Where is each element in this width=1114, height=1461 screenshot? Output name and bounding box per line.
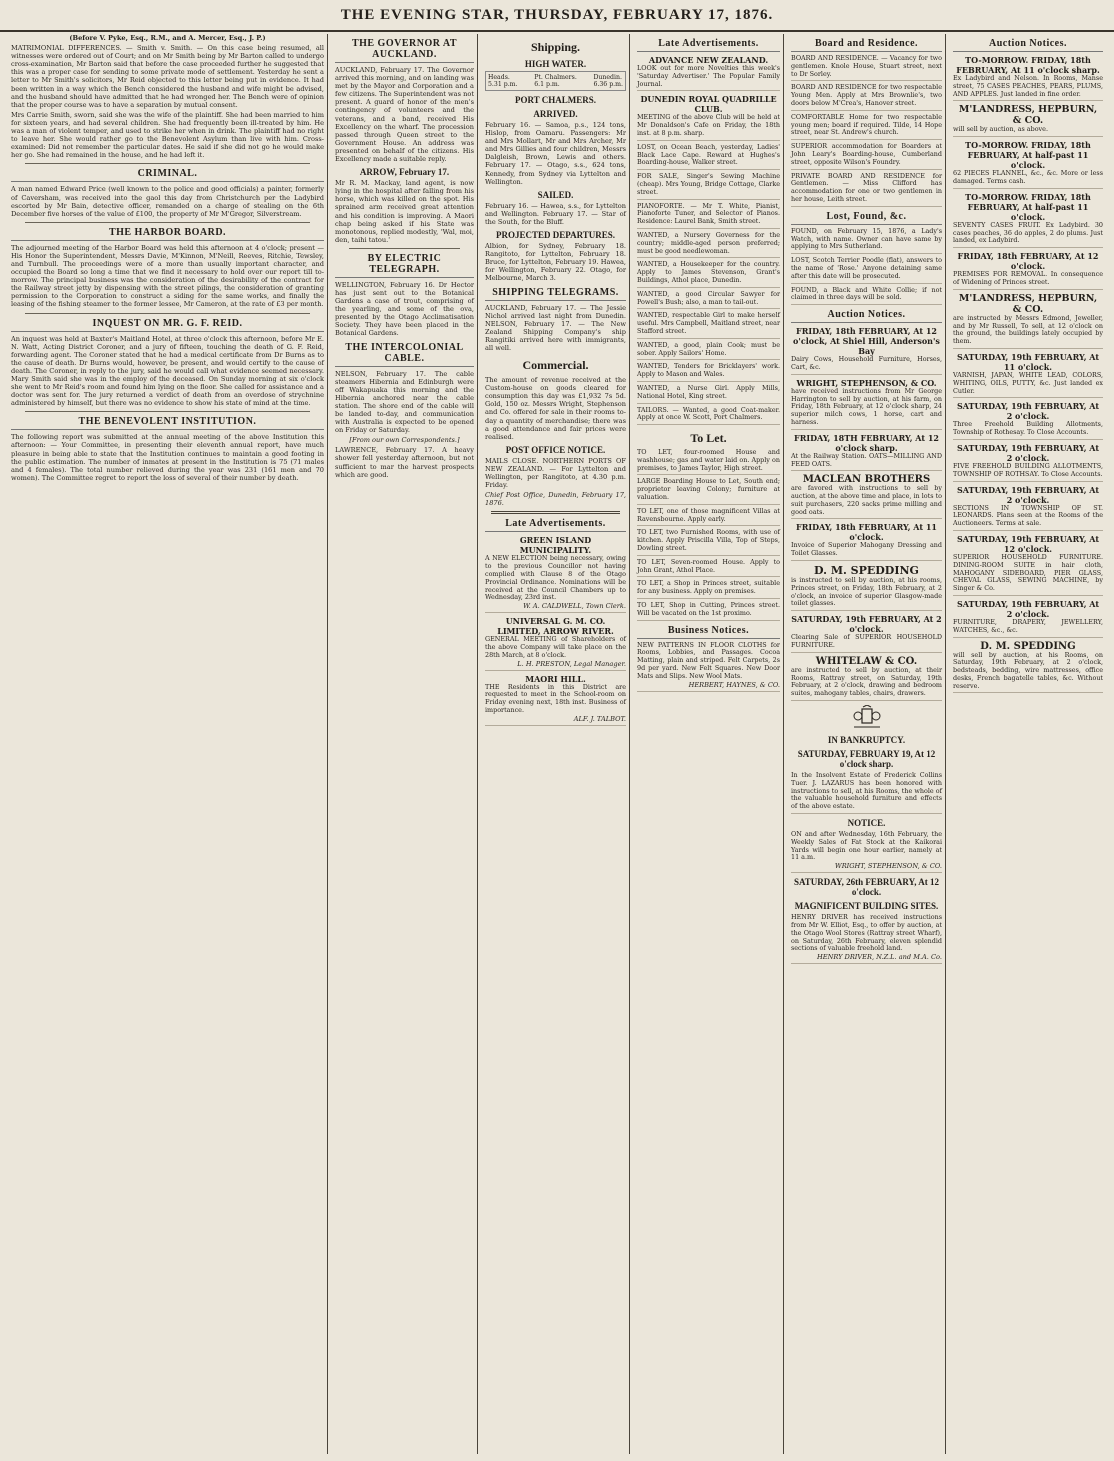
telegraph-article: WELLINGTON, February 16. Dr Hector has just sent out to the Botanical Gardens a case of trout, comprising of the yearling, and some of the ova, presented by the Otago Acclimatisation Society. They have been placed in the Botanical Gardens. [335, 280, 474, 338]
projected-heading: PROJECTED DEPARTURES. [495, 230, 616, 241]
auction-ad: SATURDAY, 19th FEBRUARY, At 11 o'clock. VARNISH, JAPAN, WHITE LEAD, COLORS, WHITING, OILS, PUTTY, &c. Just landed ex Cutler. [953, 352, 1103, 398]
driver-ad: HENRY DRIVER has received instructions from Mr W. Elliot, Esq., to offer by auction, at the Otago Wool Stores (Rattray street Wharf), on Saturday, 26th February, eleven splendid sections of valuable freehold land. HENRY DRIVER, N.Z.L. and M.A. Co. [791, 914, 942, 964]
auction-ad: TO-MORROW. FRIDAY, 18th FEBRUARY, At half-past 11 o'clock. 62 PIECES FLANNEL, &c., &c. More or less damaged. Terms cash. [953, 140, 1103, 189]
royal-crest-icon [850, 705, 884, 731]
lost-found-ad: LOST, Scotch Terrier Poodle (flat), answers to the name of 'Rose.' Anyone detaining same after this date will be prosecuted. [791, 257, 942, 283]
to-let-ad: TO LET, a Shop in Princes street, suitable for any business. Apply on premises. [637, 580, 780, 599]
board-ad: SUPERIOR accommodation for Boarders at John Leary's Boarding-house, Cumberland street, opposite Wilson's Foundry. [791, 143, 942, 169]
classified-ad: PIANOFORTE. — Mr T. White, Pianist, Pianoforte Tuner, and Selector of Pianos. Residence: Laurel Bank, Smith street. [637, 203, 780, 229]
column-auctions [950, 34, 1106, 1454]
masthead [0, 0, 1114, 32]
auction-ad: SATURDAY, 19th FEBRUARY, At 2 o'clock. FIVE FREEHOLD BUILDING ALLOTMENTS, TOWNSHIP OF ROTHSAY. To Close Accounts. [953, 443, 1103, 482]
sailed-heading: SAILED. [537, 189, 574, 200]
high-water-table [485, 71, 626, 91]
arrived-heading: ARRIVED. [533, 109, 578, 119]
green-island-ad: GREEN ISLAND MUNICIPALITY. A NEW ELECTION being necessary, owing to the previous Councillor not having complied with Clause 8 of the Otago Provincial Ordinance. Nominations will be received at the Council Chambers up to Wednesday, 23rd inst. W. A. CALDWELL, Town Clerk. [485, 535, 626, 613]
bankruptcy-ad: In the Insolvent Estate of Frederick Collins Tuer. J. LAZARUS has been honored with instructions to sell, at his Rooms, the whole of the valuable household furniture and effects of the above estate. [791, 772, 942, 814]
benevolent-article: The following report was submitted at the annual meeting of the above Institution this afternoon: — Your Committee, in presenting their eleventh annual report, have much pleasure in being able to state that the Institution continues to maintain a good footing in the public estimation. The number of inmates at present in the Institution is 75 (71 males and 4 females). The total number relieved during the year was 231 (161 men and 70 women). The Committee regret to report the loss of several of their number by death. [11, 433, 324, 482]
bankruptcy-heading: IN BANKRUPTCY. [827, 735, 906, 746]
high-water-cell: Pt. Chalmers. 6.1 p.m. [534, 74, 577, 88]
maori-hill-ad: MAORI HILL. THE Residents in this District are requested to meet in the School-room on Friday evening next, 18th inst. Business of importance. ALF. J. TALBOT. [485, 674, 626, 726]
harbor-board-heading: THE HARBOR BOARD. [11, 227, 324, 241]
notice-heading: NOTICE. [847, 818, 886, 829]
court-report: MATRIMONIAL DIFFERENCES. — Smith v. Smith. — On this case being resumed, all witnesses were ordered out of Court; and on Mr Smith being by Mr Barton called to undergo cross-examination, Mr Barton said that before the case proceeded further he suggested that this was a proper case for sending to some private mode of settlement. Yesterday he sent a letter to Mr Smith's solicitors, Mr Reid objected to this letter being put in evidence. It had been written in a way which the Bench considered the husband and wife might be advised, and the husband should have admitted that he had wronged her. The Bench were of opinion that the proper course was to have a separation by mutual consent. [11, 44, 324, 109]
auction-ad: D. M. SPEDDING is instructed to sell by auction, at his rooms, Princes street, on Friday, 18th February, at 2 o'clock, an invoice of superior Glasgow-made toilet glasses. [791, 564, 942, 611]
notice-ad: ON and after Wednesday, 16th February, the Weekly Sales of Fat Stock at the Kaikorai Yards will begin one hour earlier, namely at 11 a.m. WRIGHT, STEPHENSON, & CO. [791, 831, 942, 873]
port-heading: PORT CHALMERS. [514, 95, 597, 105]
auction-ad: SATURDAY, 19th FEBRUARY, At 2 o'clock. SECTIONS IN TOWNSHIP OF ST. LEONARDS. Plans seen at the Rooms of the Auctioneers. Terms at sale. [953, 485, 1103, 531]
classified-ad: WANTED, a good Circular Sawyer for Powell's Bush; also, a man to tail-out. [637, 291, 780, 310]
criminal-article: A man named Edward Price (well known to the police and good officials) a painter, formerly of Caversham, was received into the gaol this day from Christchurch per the Ladybird escorted by Mr Bain, detective officer, remanded on a charge of stealing on the 6th December five horses of the value of £100, the property of Mr M'Gregor, Silverstream. [11, 185, 324, 218]
board-heading: Board and Residence. [791, 38, 942, 52]
lost-found-ad: FOUND, on February 15, 1876, a Lady's Watch, with name. Owner can have same by applying to Mrs Sutherland. [791, 228, 942, 254]
auction-ad: M'LANDRESS, HEPBURN, & CO. are instructed by Messrs Edmond, Jeweller, and by Mr Russell, To sell, at 12 o'clock on the ground, the buildings lately occupied by them. [953, 293, 1103, 349]
auction-ad: SATURDAY, 19th FEBRUARY, At 2 o'clock. FURNITURE, DRAPERY, JEWELLERY, WATCHES, &c., &c. [953, 599, 1103, 638]
board-ad: BOARD AND RESIDENCE. — Vacancy for two gentlemen. Knole House, Stuart street, next to Dr Sorley. [791, 55, 942, 81]
commercial-heading: Commercial. [522, 358, 589, 373]
cable-article: NELSON, February 17. The cable steamers Hibernia and Edinburgh were off Wakapuaka this morning and the Hibernia anchored near the cable station. The shore end of the cable will be landed to-day, and communication with Australia is expected to be opened on Friday or Saturday. [335, 369, 474, 435]
arrow-heading: ARROW, February 17. [359, 167, 450, 178]
lost-found-heading: Lost, Found, &c. [791, 211, 942, 225]
harbor-board-article: The adjourned meeting of the Harbor Board was held this afternoon at 4 o'clock; present — His Honor the Superintendent, Messrs Davie, M'Kinnon, M'Neill, Reeves, Ritchie, Tewsley, and Turnbull. The proceedings were of a more than usually important character, and occupied the Board so long a time that we find it necessary to hold over our report till to-morrow. The principal business was the consideration of the desirability of the contract for the Railway street jetty by dispensing with the street pilings, the consideration of granting permission to the Corporation to construct a siding for the same works, and finally the leasing of the fishing steamer to the former lessee, Mr Cameron, at the rate of £3 per month. [11, 243, 324, 309]
board-ad: COMFORTABLE Home for two respectable young men; board if required. Tilde, 14 Hope street, near St. Andrew's church. [791, 114, 942, 140]
classified-ad: WANTED, a Nurse Girl. Apply Mills, National Hotel, King street. [637, 385, 780, 404]
court-evidence: Mrs Carrie Smith, sworn, said she was the wife of the plaintiff. She had been married to him for sixteen years, and had several children. She had frequently been ill-treated by him. He was a man of violent temper, and used to strike her when in drink. The plaintiff had no right to leave her. She would rather go to the Benevolent Asylum than live with him. Cross-examined: Did not remember the particular dates. He said if she did not go he would make her go. She had remained in the house, and he had left it. [11, 110, 324, 160]
post-office-heading: POST OFFICE NOTICE. [505, 444, 606, 455]
court-header: (Before V. Pyke, Esq., R.M., and A. Mercer, Esq., J. P.) [69, 34, 266, 42]
classified-ad: FOR SALE, Singer's Sewing Machine (cheap). Mrs Young, Bridge Cottage, Clarke street. [637, 173, 780, 199]
auction-ad: FRIDAY, 18th FEBRUARY, At 12 o'clock, At Shiel Hill, Anderson's Bay Dairy Cows, Household Furniture, Horses, Cart, &c. [791, 326, 942, 375]
classified-ad: LOST, on Ocean Beach, yesterday, Ladies' Black Lace Cape. Reward at Hughes's Boarding-house, Walker street. [637, 144, 780, 170]
classified-ad: ADVANCE NEW ZEALAND. LOOK out for more Novelties this week's 'Saturday Advertiser.' The Popular Family Journal. [637, 55, 780, 91]
inquest-article: An inquest was held at Baxter's Maitland Hotel, at three o'clock this afternoon, before Mr E. N. Watt, Acting District Coroner, and a jury of fifteen, touching the death of G. F. Reid, forwarding agent. The Coroner stated that he had a medical certificate from Dr Burns as to the cause of death. Dr Burns would, however, be present, and would certify to the cause of death. The Coroner, in reply to the jury, said he would call what evidence seemed necessary. Mary Smith said she was in the employ of the deceased. On Sunday morning at six o'clock she went to Mr Reid's room and found him lying on the floor. She called for assistance and a doctor was sent for. The jury returned a verdict of death from an overdose of strychnine administered by himself, but there was no evidence to show his state of mind at the time. [11, 334, 324, 408]
column-shipping [482, 34, 630, 1454]
universal-co-ad: UNIVERSAL G. M. CO. LIMITED, ARROW RIVER. GENERAL MEETING of Shareholders of the above Company will take place on the 28th March, at 8 o'clock. L. H. PRESTON, Legal Manager. [485, 616, 626, 670]
commercial-article: The amount of revenue received at the Custom-house on goods cleared for consumption this day was £1,932 7s 5d. Gold, 150 oz. Messrs Wright, Stephenson and Co. offered for sale in their rooms to-day a quantity of merchandise; there was a good attendance and fair prices were realised. [485, 376, 626, 441]
high-water-heading: HIGH WATER. [524, 59, 587, 69]
lost-found-ad: FOUND, a Black and White Collie; if not claimed in three days will be sold. [791, 287, 942, 306]
projected-list: Albion, for Sydney, February 18. Rangitoto, for Lyttelton, February 18. Bruce, for Lyttelton, February 19. Hawea, for Wellington, February 22. Otago, for Melbourne, March 3. [485, 242, 626, 283]
auction-ad: TO-MORROW. FRIDAY, 18th FEBRUARY, At 11 o'clock sharp. Ex Ladybird and Nelson. In Rooms, Manse street, 75 CASES PEACHES, PEARS, PLUMS, AND APPLES. Just landed in fine order. [953, 55, 1103, 101]
late-ads-heading: Late Advertisements. [637, 38, 780, 52]
to-let-ad: TO LET, one of those magnificent Villas at Ravensbourne. Apply early. [637, 508, 780, 527]
auction-ad: FRIDAY, 18th FEBRUARY, At 12 o'clock. PREMISES FOR REMOVAL. In consequence of Widening of Princes street. [953, 251, 1103, 290]
shipping-heading: Shipping. [530, 40, 581, 54]
high-water-cell: Dunedin. 6.36 p.m. [593, 74, 623, 88]
auction-ad: D. M. SPEDDING will sell by auction, at his Rooms, on Saturday, 19th February, at 2 o'clock, bedsteads, bedding, wire mattresses, office desks, French bagatelle tables, &c. Without reserve. [953, 641, 1103, 694]
business-heading: Business Notices. [637, 625, 780, 639]
late-ads-heading: Late Advertisements. [485, 518, 626, 532]
auction-ad: WRIGHT, STEPHENSON, & CO. have received instructions from Mr George Harrington to sell by auction, at his farm, on Friday, 18th February, at 12 o'clock sharp, 24 superior milch cows, 1 horse, cart and harness. [791, 378, 942, 430]
classified-ad: WANTED, a Nursery Governess for the country; middle-aged person preferred; must be good needlewoman. [637, 232, 780, 258]
arrived-list: February 16. — Samoa, p.s., 124 tons, Hislop, from Oamaru. Passengers: Mr and Mrs Mollart, Mr and Mrs Archer, Mr and Mrs Gillies and four children, Messrs Dalgleish, Brown, Lewis and others. February 17. — Otago, s.s., 624 tons, Kennedy, from Sydney via Lyttelton and Wellington. [485, 121, 626, 186]
to-let-ad: LARGE Boarding House to Let, South end; proprietor leaving Colony; furniture at valuation. [637, 478, 780, 504]
governor-heading: THE GOVERNOR AT AUCKLAND. [335, 38, 474, 63]
ads-list [637, 55, 780, 425]
classified-ad: WANTED, a Housekeeper for the country. Apply to James Stevenson, Grant's Buildings, Athol place, Dunedin. [637, 261, 780, 287]
classified-ad: WANTED, Tenders for Bricklayers' work. Apply to Mason and Wales. [637, 363, 780, 382]
benevolent-heading: THE BENEVOLENT INSTITUTION. [11, 416, 324, 430]
board-ad: PRIVATE BOARD AND RESIDENCE for Gentlemen. — Miss Clifford has accommodation for one or two gentlemen in her house, Leith street. [791, 173, 942, 207]
columns [8, 34, 1106, 1454]
auction-ad: TO-MORROW. FRIDAY, 18th FEBRUARY, At half-past 11 o'clock. SEVENTY CASES FRUIT. Ex Ladybird. 30 cases peaches, 36 do apples, 2 do plums. Just landed, ex Ladybird. [953, 192, 1103, 248]
shipping-telegrams: AUCKLAND, February 17. — The Jessie Nichol arrived last night from Dunedin. NELSON, February 17. — The New Zealand Shipping Company's ship Rangitiki arrived here with immigrants, all well. [485, 303, 626, 352]
auction-ad: MACLEAN BROTHERS are favored with instructions to sell by auction, at the above time and place, in lots to suit purchasers, 220 sacks prime milling and good oats. [791, 474, 942, 519]
auction-ad: FRIDAY, 18th FEBRUARY, At 11 o'clock. Invoice of Superior Mahogany Dressing and Toilet Glasses. [791, 522, 942, 561]
masthead-title: THE EVENING STAR, THURSDAY, FEBRUARY 17, 1876. [340, 6, 774, 23]
sailed-list: February 16. — Hawea, s.s., for Lyttelton and Wellington. February 17. — Star of the South, for the Bluff. [485, 201, 626, 226]
to-let-ad: TO LET, Shop in Cutting, Princes street. Will be vacated on the 1st proximo. [637, 602, 780, 621]
classified-ad: WANTED, a good, plain Cook; must be sober. Apply Sailors' Home. [637, 342, 780, 361]
column-board-auctions [788, 34, 946, 1454]
auction-ad: SATURDAY, 19th FEBRUARY, At 2 o'clock. Clearing Sale of SUPERIOR HOUSEHOLD FURNITURE. [791, 614, 942, 653]
auction-ad: FRIDAY, 18TH FEBRUARY, At 12 o'clock sharp. At the Railway Station. OATS—MILLING AND FEED OATS. [791, 433, 942, 472]
post-office-text: MAILS CLOSE. NORTHERN PORTS OF NEW ZEALAND. — For Lyttelton and Wellington, per Rangitoto, at 4.30 p.m. Friday. [485, 456, 626, 490]
auction-ad: SATURDAY, 19th FEBRUARY, At 2 o'clock. Three Freehold Building Allotments, Township of Rothesay. To Close Accounts. [953, 401, 1103, 440]
auction-ad: M'LANDRESS, HEPBURN, & CO. will sell by auction, as above. [953, 104, 1103, 137]
auction-ad: WHITELAW & CO. are instructed to sell by auction, at their Rooms, Rattray street, on Saturday, 19th February, at 2 o'clock, drawing and bedroom suites, mahogany tables, chairs, drawers. [791, 656, 942, 701]
correspondent-note: [From our own Correspondents.] [349, 436, 460, 445]
criminal-heading: CRIMINAL. [11, 168, 324, 182]
inquest-heading: INQUEST ON MR. G. F. REID. [11, 318, 324, 332]
column-late-ads [634, 34, 784, 1454]
post-office-sign: Chief Post Office, Dunedin, February 17, 1876. [485, 491, 626, 508]
sale-date: SATURDAY, 26th FEBRUARY, At 12 o'clock. [793, 877, 940, 898]
arrow-article: Mr R. M. Mackay, land agent, is now lying in the hospital after falling from his horse, which was killed on the spot. His sprained arm received great attention and his condition is improving. A Maori chap being asked if his State was monotonous, replied modestly, 'Wal, moi, den, taihi tatou.' [335, 179, 474, 244]
governor-article: AUCKLAND, February 17. The Governor arrived this morning, and on landing was met by the Mayor and Corporation and a few citizens. The Superintendent was not present. A guard of honor of the men's contingency of volunteers and the veterans, and a band, received His Excellency on the wharf. The procession passed through Queen street to the Government House. An address was presented on behalf of the citizens. His Excellency made a suitable reply. [335, 66, 474, 164]
auction-ad: SATURDAY, 19th FEBRUARY, At 12 o'clock. SUPERIOR HOUSEHOLD FURNITURE. DINING-ROOM SUITE in hair cloth, MAHOGANY SIDEBOARD, PIER GLASS, CHEVAL GLASS, SEWING MACHINE, by Singer & Co. [953, 534, 1103, 596]
building-sites-heading: MAGNIFICENT BUILDING SITES. [794, 901, 939, 912]
to-let-ad: TO LET, two Furnished Rooms, with use of kitchen. Apply Priscilla Villa, Top of Steps, Dowling street. [637, 529, 780, 555]
classified-ad: TAILORS. — Wanted, a good Coat-maker. Apply at once W. Scott, Port Chalmers. [637, 407, 780, 426]
to-let-ad: TO LET, Seven-roomed House. Apply to John Grant, Athol Place. [637, 559, 780, 578]
auction-heading: Auction Notices. [953, 38, 1103, 52]
business-ad: NEW PATTERNS IN FLOOR CLOTHS for Rooms, Lobbies, and Passages. Cocoa Matting, plain and striped. Felt Carpets, 2s 9d per yard. New Felt Squares. New Door Mats and Slips. New Wool Mats. HERBERT, HAYNES, & CO. [637, 642, 780, 692]
column-news-1 [8, 34, 328, 1454]
classified-ad: DUNEDIN ROYAL QUADRILLE CLUB. MEETING of the above Club will be held at Mr Donaldson's Cafe on Friday, the 18th inst. at 8 p.m. sharp. [637, 94, 780, 140]
lawrence-article: LAWRENCE, February 17. A heavy shower fell yesterday afternoon, but not sufficient to mar the harvest prospects which are good. [335, 446, 474, 479]
high-water-cell: Heads. 5.31 p.m. [488, 74, 518, 88]
to-let-ad: TO LET, four-roomed House and washhouse; gas and water laid on. Apply on premises, to James Taylor, High street. [637, 449, 780, 475]
board-ad: BOARD AND RESIDENCE for two respectable Young Men. Apply at Mrs Brownlie's, two doors below M'Crea's, Hanover street. [791, 84, 942, 110]
shipping-telegrams-heading: SHIPPING TELEGRAMS. [485, 287, 626, 301]
telegraph-heading: BY ELECTRIC TELEGRAPH. [335, 253, 474, 278]
to-let-heading: To Let. [690, 431, 727, 446]
cable-heading: THE INTERCOLONIAL CABLE. [335, 342, 474, 367]
column-news-2 [332, 34, 478, 1454]
classified-ad: WANTED, respectable Girl to make herself useful. Mrs Campbell, Maitland street, near Stafford street. [637, 312, 780, 338]
bankruptcy-date: SATURDAY, FEBRUARY 19, At 12 o'clock sharp. [797, 749, 936, 770]
auction-heading: Auction Notices. [791, 309, 942, 323]
